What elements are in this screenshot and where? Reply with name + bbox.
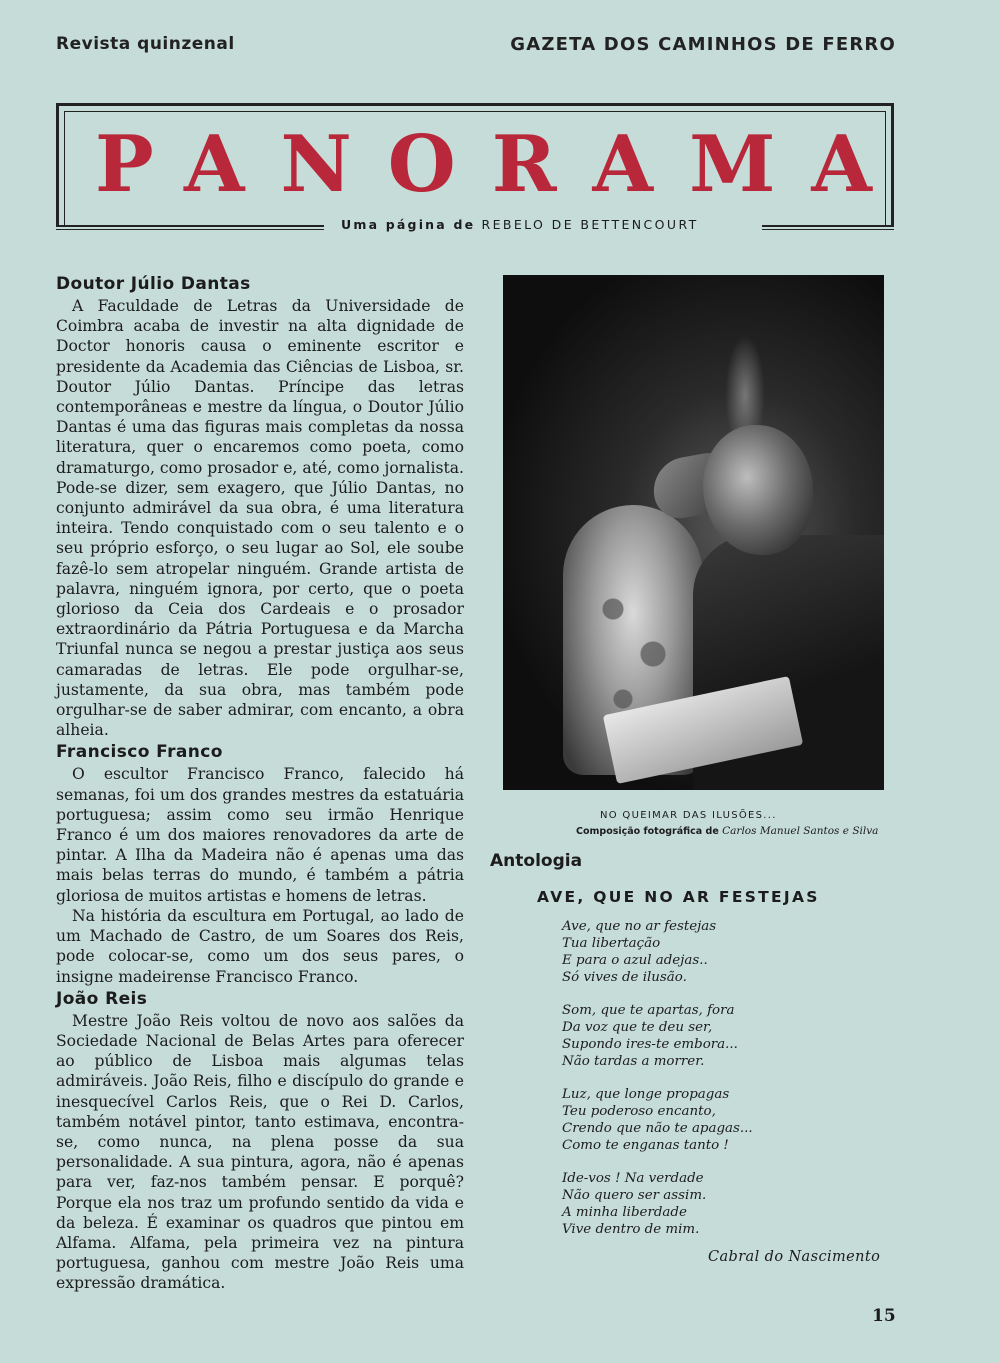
byline-rule-right	[762, 225, 894, 230]
article-paragraph: Na história da escultura em Portugal, ao lado de um Machado de Castro, de um Soares dos Reis, pode colocar-se, como um dos seus pares, o insigne madeirense Francisco Franco.	[56, 906, 464, 986]
byline-prefix: Uma página de	[341, 217, 476, 232]
byline	[341, 217, 699, 232]
photo-head	[703, 425, 813, 555]
poem-line: Ide-vos ! Na verdade	[562, 1171, 704, 1186]
byline-rule-left	[56, 225, 324, 230]
poem-line: Não quero ser assim.	[562, 1188, 707, 1203]
poem-line: E para o azul adejas..	[562, 953, 708, 968]
article-paragraph: O escultor Francisco Franco, falecido há semanas, foi um dos grandes mestres da estatuária portuguesa; assim como seu irmão Henrique Franco é um dos maiores renovadores da arte de pintar. A Ilha da Madeira não é apenas uma das mais belas terras do mundo, é também a pátria gloriosa de muitos artistas e homens de letras.	[56, 765, 464, 905]
poem-line: A minha liberdade	[562, 1205, 687, 1220]
poem-line: Da voz que te deu ser,	[562, 1020, 713, 1035]
poem-line: Só vives de ilusão.	[562, 970, 687, 985]
poem-stanza	[562, 1086, 753, 1154]
poem-line: Como te enganas tanto !	[562, 1138, 729, 1153]
photo-caption-title: NO QUEIMAR DAS ILUSÕES...	[600, 810, 777, 821]
header-magazine-title: GAZETA DOS CAMINHOS DE FERRO	[510, 34, 896, 55]
poem-line: Supondo ires-te embora...	[562, 1037, 738, 1052]
page-number: 15	[872, 1306, 896, 1326]
header-publication-frequency: Revista quinzenal	[56, 34, 235, 54]
byline-row	[56, 214, 894, 238]
article-paragraph: Mestre João Reis voltou de novo aos salões da Sociedade Nacional de Belas Artes para oferecer ao público de Lisboa mais algumas telas admiráveis. João Reis, filho e discípulo do grande e inesquecível Carlos Reis, que o Rei D. Carlos, também notável pintor, tanto estimava, encontra-se, como nunca, na plena posse da sua personalidade. A sua pintura, agora, não é apenas para ver, faz-nos também pensar. E porquê? Porque ela nos traz um profundo sentido da vida e da beleza. É examinar os quadros que pintou em Alfama. Alfama, pela primeira vez na pintura portuguesa, ganhou com mestre João Reis uma expressão dramática.	[56, 1011, 464, 1293]
poem-line: Ave, que no ar festejas	[562, 919, 717, 934]
poem-line: Não tardas a morrer.	[562, 1054, 705, 1069]
article-heading: Doutor Júlio Dantas	[56, 274, 251, 294]
photograph	[503, 275, 884, 790]
caption-prefix: Composição fotográfica de	[576, 826, 719, 837]
article-heading: João Reis	[56, 988, 148, 1009]
poem-stanza	[562, 918, 753, 986]
panorama-banner	[56, 103, 908, 226]
article-heading: Francisco Franco	[56, 742, 223, 763]
poem-line: Luz, que longe propagas	[562, 1087, 730, 1102]
byline-author: REBELO DE BETTENCOURT	[481, 217, 699, 232]
poem-line: Tua libertação	[562, 936, 661, 951]
caption-author: Carlos Manuel Santos e Silva	[722, 825, 879, 837]
article-dantas	[56, 272, 464, 740]
poem	[562, 918, 753, 1254]
article-reis	[56, 987, 464, 1294]
poem-line: Teu poderoso encanto,	[562, 1104, 716, 1119]
poem-stanza	[562, 1002, 753, 1070]
article-franco	[56, 740, 464, 986]
poet-name: Cabral do Nascimento	[708, 1249, 881, 1265]
anthology-label: Antologia	[490, 851, 583, 871]
poem-stanza	[562, 1170, 753, 1238]
left-column	[56, 272, 464, 1294]
poem-line: Vive dentro de mim.	[562, 1222, 700, 1237]
photo-caption-credit	[576, 825, 878, 837]
poem-title: AVE, QUE NO AR FESTEJAS	[537, 888, 820, 906]
article-paragraph: A Faculdade de Letras da Universidade de Coimbra acaba de investir na alta dignidade de Doctor honoris causa o eminente escritor e presidente da Academia das Ciências de Lisboa, sr. Doutor Júlio Dantas. Príncipe das letras contemporâneas e mestre da língua, o Doutor Júlio Dantas é uma das figuras mais completas da nossa literatura, quer o encaremos como poeta, como dramaturgo, como prosador e, até, como jornalista. Pode-se dizer, sem exagero, que Júlio Dantas, no conjunto admirável da sua obra, é uma literatura inteira. Tendo conquistado com o seu talento e o seu próprio esforço, o seu lugar ao Sol, ele soube fazê-lo sem atropelar ninguém. Grande artista de palavra, ninguém ignora, por certo, que o poeta glorioso da Ceia dos Cardeais e o prosador extraordinário da Pátria Portuguesa e da Marcha Triunfal nunca se negou a prestar justiça aos seus camaradas de letras. Ele pode orgulhar-se, justamente, da sua obra, mas também pode orgulhar-se de saber admirar, com encanto, a obra alheia.	[56, 297, 464, 740]
poem-line: Crendo que não te apagas...	[562, 1121, 753, 1136]
section-title: PANORAMA	[95, 119, 908, 210]
poem-line: Som, que te apartas, fora	[562, 1003, 735, 1018]
